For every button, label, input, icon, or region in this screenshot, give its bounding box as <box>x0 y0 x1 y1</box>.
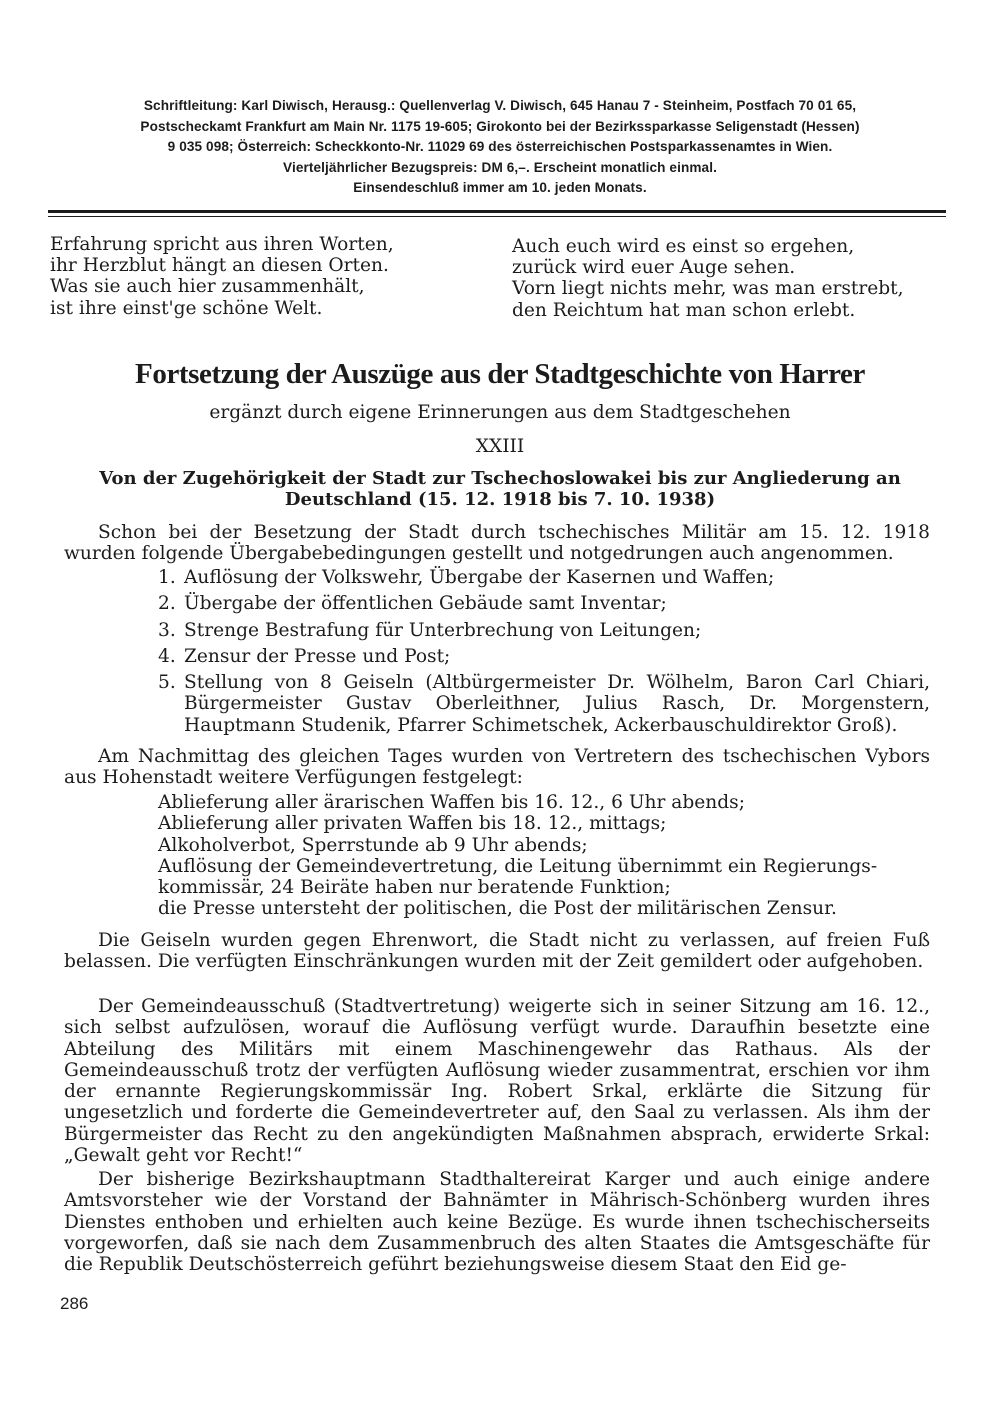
masthead-divider-thin <box>48 216 946 217</box>
decree-line: Ablieferung aller privaten Waffen bis 18. 12., mittags; <box>158 813 667 835</box>
intro-paragraph <box>64 522 930 565</box>
list-number: 5. <box>158 672 176 694</box>
masthead <box>60 96 940 199</box>
decrees-list <box>158 792 930 920</box>
masthead-line: 9 035 098; Österreich: Scheckkonto-Nr. 11029 69 des österreichischen Postsparkassenamtes in Wien. <box>167 139 833 154</box>
paragraph-text: Der Gemeindeausschuß (Stadtvertretung) weigerte sich in seiner Sitzung am 16. 12., sich selbst aufzulösen, worauf die Auflösung verfügt wurde. Daraufhin besetzte eine Abteilung des Militärs mit einem Maschinengewehr das Rathaus. Als der Gemeindeausschuß trotz der verfügten Auflösung wieder zusammentrat, erschien vor ihm der ernannte Regierungskommissär Ing. Robert Srkal, erklärte die Sitzung für ungesetzlich und forderte die Gemeindevertreter auf, den Saal zu verlassen. Als ihm der Bürgermeister das Recht zu den angekündigten Maßnahmen absprach, erwiderte Srkal: „Gewalt geht vor Recht!“ <box>64 996 930 1167</box>
masthead-line: Einsendeschluß immer am 10. jeden Monats. <box>353 180 647 195</box>
list-item <box>158 567 930 588</box>
decree-line: die Presse untersteht der politischen, die Post der militärischen Zensur. <box>158 898 837 920</box>
poem-line: zurück wird euer Auge sehen. <box>512 257 796 279</box>
masthead-line: Postscheckamt Frankfurt am Main Nr. 1175 19-605; Girokonto bei der Bezirkssparkasse Seligenstadt (Hessen) <box>140 118 860 134</box>
list-text: Übergabe der öffentlichen Gebäude samt Inventar; <box>184 593 667 615</box>
decree-line: Alkoholverbot, Sperrstunde ab 9 Uhr abends; <box>158 834 588 856</box>
list-text: Stellung von 8 Geiseln (Altbürgermeister Dr. Wölhelm, Baron Carl Chiari, Bürgermeister Gustav Oberleithner, Julius Rasch, Dr. Morgenstern, Hauptmann Studenik, Pfarrer Schimetschek, Ackerbauschuldirektor Groß). <box>184 672 930 736</box>
poem-line: ihr Herzblut hängt an diesen Orten. <box>50 255 389 277</box>
poem-left-stanza <box>50 234 394 319</box>
paragraph-officials <box>64 1169 930 1275</box>
poem-line: Auch euch wird es einst so ergehen, <box>512 236 855 257</box>
article-title: Fortsetzung der Auszüge aus der Stadtgeschichte von Harrer <box>135 358 865 390</box>
paragraph-text: Der bisherige Bezirkshauptmann Stadthaltereirat Karger und auch einige andere Amtsvorsteher wie der Vorstand der Bahnämter in Mährisch-Schönberg wurden ihres Dienstes enthoben und erhielten auch keine Bezüge. Es wurde ihnen tschechischerseits vorgeworfen, daß sie nach dem Zusammenbruch des alten Staates die Amtsgeschäfte für die Republik Deutschösterreich geführt beziehungsweise diesem Staat den Eid ge- <box>64 1169 930 1276</box>
poem-line: Was sie auch hier zusammenhält, <box>50 276 365 298</box>
list-number: 3. <box>158 619 176 641</box>
section-title: Von der Zugehörigkeit der Stadt zur Tschechoslowakei bis zur Angliederung an Deutschland (15. 12. 1918 bis 7. 10. 1938) <box>99 468 901 510</box>
decree-line: Auflösung der Gemeindevertretung, die Leitung übernimmt ein Regierungs- <box>158 855 878 877</box>
decree-line: kommissär, 24 Beiräte haben nur beratende Funktion; <box>158 877 671 899</box>
list-item <box>158 646 930 667</box>
paragraph-afternoon <box>64 746 930 789</box>
poem-line: ist ihre einst'ge schöne Welt. <box>50 297 323 319</box>
decree-line: Ablieferung aller ärarischen Waffen bis 16. 12., 6 Uhr abends; <box>158 792 745 813</box>
list-item <box>158 672 930 736</box>
chapter-number: XXIII <box>475 436 525 457</box>
masthead-line: Vierteljährlicher Bezugspreis: DM 6,–. Erscheint monatlich einmal. <box>283 159 717 175</box>
conditions-list <box>158 567 930 741</box>
paragraph-hostages <box>64 930 930 973</box>
list-number: 2. <box>158 593 176 615</box>
poem-line: Erfahrung spricht aus ihren Worten, <box>50 234 394 255</box>
masthead-line: Schriftleitung: Karl Diwisch, Herausg.: Quellenverlag V. Diwisch, 645 Hanau 7 - Steinheim, Postfach 70 01 65, <box>143 98 857 113</box>
list-text: Auflösung der Volkswehr, Übergabe der Kasernen und Waffen; <box>184 567 775 588</box>
paragraph-text: Schon bei der Besetzung der Stadt durch tschechisches Militär am 15. 12. 1918 wurden folgende Übergabebedingungen gestellt und notgedrungen auch angenommen. <box>64 522 930 565</box>
list-item <box>158 593 930 614</box>
list-number: 4. <box>158 645 176 667</box>
article-subtitle: ergänzt durch eigene Erinnerungen aus dem Stadtgeschehen <box>209 402 791 423</box>
masthead-divider-thick <box>48 210 946 213</box>
list-text: Strenge Bestrafung für Unterbrechung von Leitungen; <box>184 619 702 641</box>
list-item <box>158 620 930 641</box>
poem-line: den Reichtum hat man schon erlebt. <box>512 299 856 321</box>
page-number: 286 <box>60 1294 89 1313</box>
poem-right-stanza <box>512 236 904 321</box>
list-number: 1. <box>158 567 176 588</box>
paragraph-council <box>64 996 930 1166</box>
poem-line: Vorn liegt nichts mehr, was man erstrebt, <box>512 278 904 300</box>
list-text: Zensur der Presse und Post; <box>184 645 451 667</box>
paragraph-text: Die Geiseln wurden gegen Ehrenwort, die Stadt nicht zu verlassen, auf freien Fuß belassen. Die verfügten Einschränkungen wurden mit der Zeit gemildert oder aufgehoben. <box>64 930 930 973</box>
paragraph-text: Am Nachmittag des gleichen Tages wurden von Vertretern des tschechischen Vybors aus Hohenstadt weitere Verfügungen festgelegt: <box>64 746 930 789</box>
